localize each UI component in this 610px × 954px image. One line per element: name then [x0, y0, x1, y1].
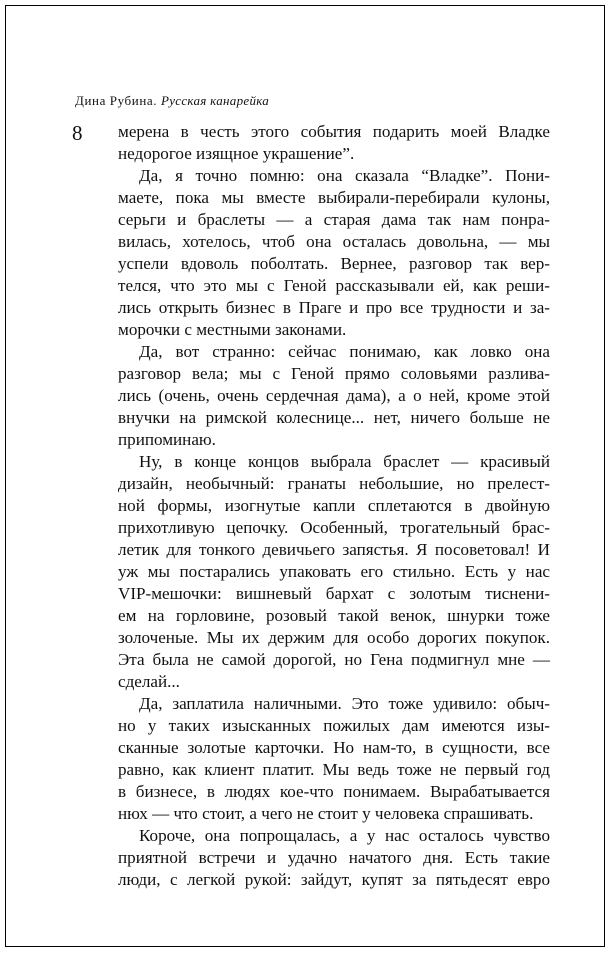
text-line: Да, вот странно: сейчас понимаю, как ловко она [139, 342, 550, 361]
text-line: нюх — что стоит, а чего не стоит у человека спрашивать. [118, 804, 534, 823]
header-author: Дина Рубина. [75, 93, 158, 108]
text-line: уж мы постарались упаковать его стильно. Есть у нас [118, 562, 550, 581]
text-line: Эта была не самой дорогой, но Гена подмигнул мне — [118, 650, 550, 669]
text-line: Короче, она попрощалась, а у нас осталось чувство [139, 826, 550, 845]
text-line: разговор вела; мы с Геной прямо соловьями разлива- [118, 364, 550, 383]
text-line: припоминаю. [118, 430, 216, 449]
text-line: прихотливую цепочку. Особенный, трогательный брас- [118, 518, 550, 537]
text-line: но у таких изысканных пожилых дам имеются изы- [118, 716, 550, 735]
text-line: лись (очень, очень сердечная дама), а о ней, кроме этой [118, 386, 550, 405]
text-line: золоченые. Мы их держим для особо дорогих покупок. [118, 628, 550, 647]
page-number: 8 [72, 121, 83, 145]
text-line: серьги и браслеты — а старая дама так нам понра- [118, 210, 550, 229]
text-line: VIP-мешочки: вишневый бархат с золотым тиснени- [118, 584, 550, 603]
header-book-title: Русская канарейка [160, 93, 270, 108]
text-line: сканные золотые карточки. Но нам-то, в сущности, все [118, 738, 550, 757]
text-line: дизайн, необычный: гранаты небольшие, но прелест- [118, 474, 550, 493]
text-line: сделай... [118, 672, 180, 691]
text-line: летик для тонкого девичьего запястья. Я посоветовал! И [118, 540, 550, 559]
text-line: внучки на римской колеснице... нет, ничего больше не [118, 408, 550, 427]
text-line: телся, что это мы с Геной рассказывали ей, как реши- [118, 276, 550, 295]
text-line: люди, с легкой рукой: зайдут, купят за пятьдесят евро [118, 870, 550, 889]
text-line: морочки с местными законами. [118, 320, 347, 339]
text-line: успели вдоволь поболтать. Вернее, разговор так вер- [118, 254, 550, 273]
text-line: Да, заплатила наличными. Это тоже удивило: обыч- [139, 694, 550, 713]
text-line: недорогое изящное украшение”. [118, 144, 355, 163]
text-line: ной формы, изогнутые капли сплетаются в двойную [118, 496, 550, 515]
text-line: Ну, в конце концов выбрала браслет — красивый [139, 452, 550, 471]
text-line: вилась, хотелось, чтоб она осталась довольна, — мы [118, 232, 550, 251]
text-line: Да, я точно помню: она сказала “Владке”. Пони- [139, 166, 550, 185]
text-line: в бизнесе, в людях кое-что понимаем. Вырабатывается [118, 782, 550, 801]
text-line: ем на горловине, розовый такой венок, шнурки тоже [118, 606, 550, 625]
text-line: равно, как клиент платит. Мы ведь тоже не первый год [118, 760, 550, 779]
text-line: приятной встречи и удачно начатого дня. Есть такие [118, 848, 550, 867]
body-text [118, 121, 550, 891]
text-line: мерена в честь этого события подарить моей Владке [118, 122, 550, 141]
text-line: лись открыть бизнес в Праге и про все трудности и за- [118, 298, 550, 317]
text-line: маете, пока мы вместе выбирали-перебирали кулоны, [118, 188, 550, 207]
running-header [75, 93, 269, 109]
